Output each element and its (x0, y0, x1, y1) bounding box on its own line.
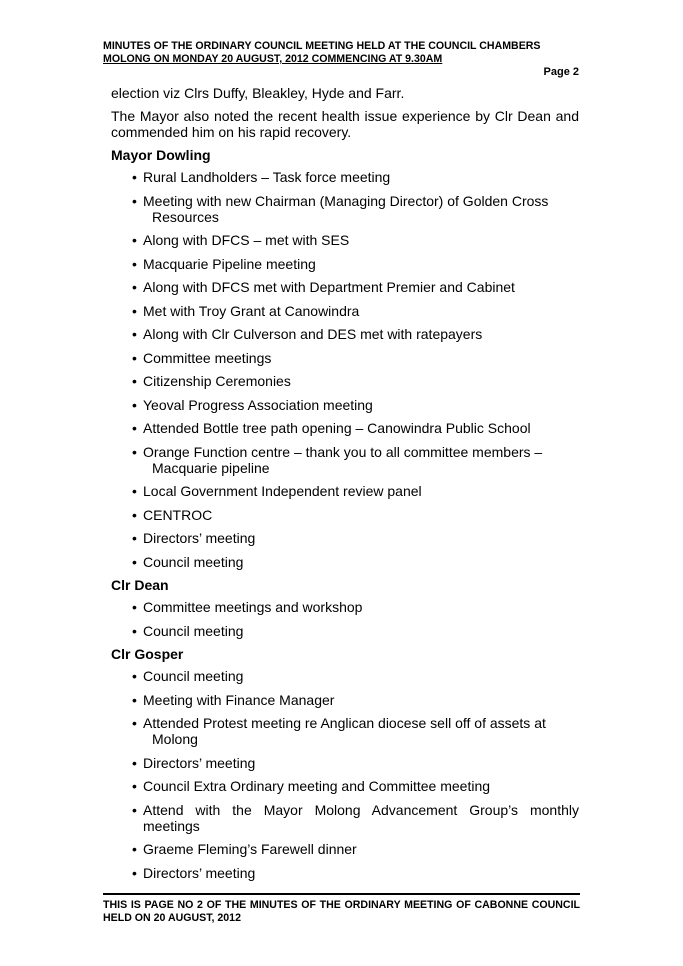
list-item-text: Meeting with Finance Manager (143, 691, 335, 708)
bullet-icon: • (132, 506, 137, 523)
bullet-icon: • (132, 373, 137, 389)
minutes-header (103, 40, 580, 66)
minutes-body (111, 85, 579, 888)
list-item-text: Macquarie Pipeline meeting (143, 255, 316, 272)
bullet-list (111, 599, 579, 639)
bullet-icon: • (132, 396, 137, 413)
list-item (111, 530, 579, 546)
list-item (111, 668, 579, 684)
list-item-text: Citizenship Ceremonies (143, 373, 291, 389)
list-item (111, 599, 579, 615)
list-item (111, 232, 579, 248)
bullet-icon: • (132, 801, 137, 818)
list-item (111, 303, 579, 319)
bullet-icon: • (132, 483, 137, 499)
section-title: Mayor Dowling (111, 147, 211, 163)
list-item-text: CENTROC (143, 506, 213, 523)
list-item-continuation: Molong (152, 731, 198, 747)
bullet-icon: • (132, 279, 137, 295)
list-item-text: Attend with the Mayor Molong Advancement Group’s monthly meetings (143, 801, 579, 834)
list-item (111, 865, 579, 881)
bullet-icon: • (132, 530, 137, 546)
list-item-text: Council meeting (143, 553, 244, 570)
list-item-text: Attended Bottle tree path opening – Canowindra Public School (143, 420, 531, 436)
bullet-icon: • (132, 754, 137, 771)
list-item-text: Yeoval Progress Association meeting (143, 396, 373, 413)
header-line-2: MOLONG ON MONDAY 20 AUGUST, 2012 COMMENCING AT 9.30AM (103, 53, 443, 65)
list-item (111, 692, 579, 708)
list-item-text: Attended Protest meeting re Anglican diocese sell off of assets at (143, 715, 546, 731)
councillor-reports (111, 147, 579, 881)
bullet-icon: • (132, 302, 137, 319)
list-item-text: Meeting with new Chairman (Managing Director) of Golden Cross (143, 192, 549, 209)
list-item (111, 623, 579, 639)
bullet-icon: • (132, 232, 137, 248)
list-item (111, 778, 579, 794)
bullet-icon: • (132, 169, 137, 185)
list-item-text: Council meeting (143, 668, 244, 684)
bullet-icon: • (132, 599, 137, 615)
list-item (111, 350, 579, 366)
bullet-icon: • (132, 778, 137, 794)
list-item-text: Met with Troy Grant at Canowindra (143, 302, 360, 319)
list-item (111, 326, 579, 342)
list-item (111, 507, 579, 523)
list-item-text: Local Government Independent review panel (143, 483, 422, 499)
list-item-text: Directors’ meeting (143, 754, 256, 771)
list-item (111, 483, 579, 499)
list-item-text: Along with DFCS – met with SES (143, 232, 350, 248)
list-item-text: Orange Function centre – thank you to all committee members – (143, 443, 543, 460)
list-item (111, 802, 579, 834)
list-item (111, 397, 579, 413)
list-item-text: Rural Landholders – Task force meeting (143, 169, 391, 185)
list-item-text: Graeme Fleming’s Farewell dinner (143, 841, 357, 857)
list-item-text: Committee meetings and workshop (143, 599, 363, 615)
section-title: Clr Gosper (111, 646, 184, 662)
bullet-icon: • (132, 349, 137, 366)
list-item (111, 193, 579, 225)
list-item (111, 444, 579, 476)
list-item-text: Council meeting (143, 622, 244, 639)
intro-paragraph-2: The Mayor also noted the recent health issue experience by Clr Dean and commended him on his rapid recovery. (111, 108, 579, 140)
bullet-icon: • (132, 622, 137, 639)
bullet-icon: • (132, 668, 137, 684)
intro-paragraph-1: election viz Clrs Duffy, Bleakley, Hyde and Farr. (111, 85, 405, 101)
list-item (111, 256, 579, 272)
list-item (111, 420, 579, 436)
list-item-text: Along with DFCS met with Department Premier and Cabinet (143, 279, 515, 295)
page-number: Page 2 (543, 66, 579, 78)
list-item (111, 841, 579, 857)
bullet-list (111, 668, 579, 881)
list-item (111, 715, 579, 747)
list-item-text: Council Extra Ordinary meeting and Committee meeting (143, 778, 491, 794)
list-item (111, 755, 579, 771)
footer-divider (103, 893, 580, 895)
header-line-1: MINUTES OF THE ORDINARY COUNCIL MEETING HELD AT THE COUNCIL CHAMBERS (103, 40, 541, 52)
bullet-icon: • (132, 715, 137, 731)
list-item (111, 169, 579, 185)
bullet-list (111, 169, 579, 570)
page-footer: THIS IS PAGE NO 2 OF THE MINUTES OF THE ORDINARY MEETING OF CABONNE COUNCIL HELD ON 20 AUGUST, 2012 (103, 899, 580, 924)
list-item-continuation: Resources (152, 208, 219, 225)
bullet-icon: • (132, 192, 137, 209)
bullet-icon: • (132, 864, 137, 881)
list-item-text: Directors’ meeting (143, 864, 256, 881)
bullet-icon: • (132, 420, 137, 436)
bullet-icon: • (132, 841, 137, 857)
list-item-continuation: Macquarie pipeline (152, 459, 270, 476)
bullet-icon: • (132, 691, 137, 708)
list-item-text: Directors’ meeting (143, 530, 256, 546)
list-item (111, 554, 579, 570)
bullet-icon: • (132, 255, 137, 272)
bullet-icon: • (132, 553, 137, 570)
bullet-icon: • (132, 326, 137, 342)
list-item (111, 373, 579, 389)
list-item (111, 279, 579, 295)
list-item-text: Committee meetings (143, 349, 272, 366)
bullet-icon: • (132, 443, 137, 460)
list-item-text: Along with Clr Culverson and DES met with ratepayers (143, 326, 483, 342)
section-title: Clr Dean (111, 577, 169, 593)
